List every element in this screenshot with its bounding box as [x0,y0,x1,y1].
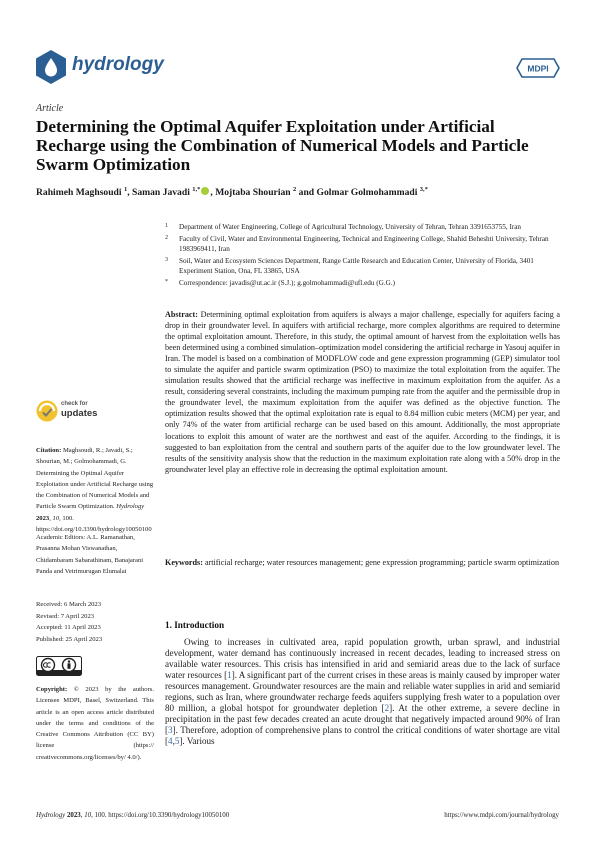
affiliation-number: 2 [165,235,168,241]
author-affil-marker: 1,* [192,186,201,193]
citation-text: Maghsoudi, R.; Javadi, S.; Shourian, M.; Golmohammadi, G. Determining the Optimal Aquifer Exploitation under Artificial Recharge using the Combination of Numerical Models and Particle Swarm Optimization. [36,447,154,511]
copyright-block [36,684,154,763]
academic-editors: Academic Editors: A.L. Ramanathan, Prasanna Mohan Viswanathan, Chidambaram Sabarathinam, Banajarani Panda and Vetrimurugan Elumalai [36,534,144,575]
paragraph-text: , [172,736,175,747]
copyright-text: © 2023 by the authors. Licensee MDPI, Basel, Switzerland. This article is an open access article distributed under the terms and conditions of the Creative Commons Attribution (CC BY) license (https:// creativecommons.org/licenses/by/ 4.0/). [36,686,154,761]
abstract [165,309,560,475]
affiliation-item [165,234,560,254]
keywords-label: Keywords: [165,558,203,567]
cc-by-license-icon[interactable] [36,656,82,676]
citation-journal: Hydrology [116,503,145,511]
author-name[interactable]: Golmar Golmohammadi [316,187,418,199]
date-accepted: Accepted: 11 April 2023 [36,624,101,631]
date-published: Published: 25 April 2023 [36,635,103,643]
citation-ref-link[interactable]: 4 [168,736,173,747]
author-name[interactable]: Saman Javadi [132,187,190,199]
article-type: Article [36,103,64,114]
correspondence-text[interactable]: Correspondence: javadis@ut.ac.ir (S.J.); g.golmohammadi@ufl.edu (G.G.) [179,279,396,287]
footer-citation: Hydrology 2023, 10, 100. https://doi.org/10.3390/hydrology10050100 [36,812,230,819]
author-list: Rahimeh Maghsoudi $^1$, Saman Javadi $^{1,*}$ , Mojtaba Shourian $^2$ and Golmar Golmohammadi $^{3,*}$ [36,186,428,199]
intro-paragraph [165,637,560,747]
citation-ref-link[interactable]: 5 [174,736,180,747]
paragraph-text: ]. A significant part of the current crises in these areas is mainly caused by improper water resources management. Groundwater resources are the main and reliable water supplies in arid and semiarid regions, such as Iran, where groundwater recharge feeds aquifers supplying fresh water to a population over 80 million, a global hotspot for groundwater depletion [ [165,670,561,714]
correspondence-item [165,278,560,288]
footer-journal: Hydrology [36,812,66,819]
paper-title: Determining the Optimal Aquifer Exploitation under Artificial Recharge using the Combination of Numerical Models and Particle Swarm Optimization [36,117,529,174]
affiliation-number: 1 [165,223,168,229]
citation-ref-link[interactable]: 2 [384,703,390,714]
copyright-label: Copyright: [36,686,68,693]
keywords-text: artificial recharge; water resources management; gene expression programming; particle swarm optimization [204,558,560,567]
date-received: Received: 6 March 2023 [36,601,102,608]
citation-volume: 10 [52,514,60,522]
author-affil-marker: 1 [123,186,128,193]
citation-year: 2023 [36,514,50,522]
affiliation-item [165,256,560,276]
publication-dates [36,599,154,645]
footer-journal-url[interactable]: https://www.mdpi.com/journal/hydrology [444,812,559,819]
affiliation-text: Soil, Water and Ecosystem Sciences Department, Range Cattle Research and Education Center, University of Florida, 3401 Experiment Station, Ona, FL 33865, USA [179,257,534,275]
citation-label: Citation: [36,447,62,454]
paragraph-text: ]. At the other extreme, a severe decline in precipitation in the past few decades created an acute drought that negatively impacted around 90% of Iran [ [165,703,560,736]
affiliation-number: 3 [165,257,168,263]
check-updates-icon [36,400,58,422]
footer-volume: 10 [84,812,92,819]
affiliation-text: Faculty of Civil, Water and Environmental Engineering, Technical and Engineering College, Shahid Beheshti University, Tehran 1983969411, Iran [179,235,549,253]
author-name[interactable]: Mojtaba Shourian [215,187,291,199]
paragraph-text: ]. Various [179,736,215,747]
check-updates-line1: check for [61,401,88,407]
journal-name: hydrology [72,54,164,75]
correspondence-marker: * [165,279,168,285]
citation-ref-link[interactable]: 1 [227,670,232,681]
author-affil-marker: 3,* [419,186,428,193]
check-for-updates-button[interactable] [36,400,116,434]
citation-block: Citation: Maghsoudi, R.; Javadi, S.; Shourian, M.; Golmohammadi, G. Determining the Optimal Aquifer Exploitation under Artificial Recharge using the Combination of Numerical Models and Particle Swarm Optimization. Hydrology 2023, 10, 100. https://doi.org/10.3390/hydrology10050100 [36,447,154,534]
footer-year: 2023 [66,812,81,819]
journal-logo-icon [36,50,66,84]
citation-ref-link[interactable]: 3 [168,725,173,736]
author-name[interactable]: Rahimeh Maghsoudi [36,187,122,199]
affiliation-item [165,222,560,232]
paragraph-text: ]. Therefore, adoption of comprehensive plans to control the critical conditions of water shortage are vital [ [165,725,560,747]
keywords [165,557,560,568]
check-updates-line2: updates [61,408,98,419]
mdpi-logo-icon [516,58,560,78]
footer-doi-link[interactable]: , 100. https://doi.org/10.3390/hydrology10050100 [91,812,230,819]
section-heading: 1. Introduction [165,620,225,630]
orcid-icon[interactable] [201,187,209,195]
author-affil-marker: 2 [293,186,297,193]
date-revised: Revised: 7 April 2023 [36,612,95,620]
abstract-text: Determining optimal exploitation from aquifers is always a major challenge, especially for aquifers facing a drop in their groundwater level. In aquifers with artificial recharge, more complex algorithms are required to determine the optimal exploitation amount. Therefore, in this study, the optimal amount of harvest from the exploitation wells has been determined using a combined simulation–optimization model considering the artificial recharge in Yasouj aquifer in Iran. The model is based on a combination of MODFLOW code and gene expression programming (GEP) simulator tool to simulate the aquifer and particle swarm optimization (PSO) to maximize the total exploitation from the aquifer. The simulation results showed that the artificial recharge was ineffective in maximum exploitation from the aquifer. As a result, considering several constraints, including the maximum pumping rate from the aquifer and the permissible drop in the groundwater level, the maximum exploitation from the aquifer was defined as the objective function. The optimization results showed that the optimal exploitation rate is equal to 8.84 million cubic meters (MCM) per year, and only 74% of the water from artificial recharge can be used based on this amount. Additionally, the most appropriate locations to exploit this amount of water are the northwest and east of the aquifer. According to the findings, it is suggested to ban exploitation from the central and southern parts of the aquifer due to the low groundwater level. The results of the sensitivity analysis show that the reduction in the maximum exploitation rate along with a 50% drop in the groundwater level play an effective role in decreasing the optimal exploitation amount. [165,310,561,474]
citation-doi[interactable]: , 100. https://doi.org/10.3390/hydrology10050100 [36,514,152,534]
affiliation-text: Department of Water Engineering, College of Agricultural Technology, University of Tehran, Tehran 3391653755, Iran [179,223,522,231]
abstract-label: Abstract: [165,310,198,319]
affiliations [165,222,560,290]
publisher-name: MDPI [527,63,549,74]
paragraph-text: Owing to increases in cultivated area, rapid population growth, urban sprawl, and industrial development, water demand has continuously increased in recent decades, leading to increased stress on available water resources. This crisis has intensified in arid and semiarid areas due to the lack of surface water resources [ [165,637,560,681]
